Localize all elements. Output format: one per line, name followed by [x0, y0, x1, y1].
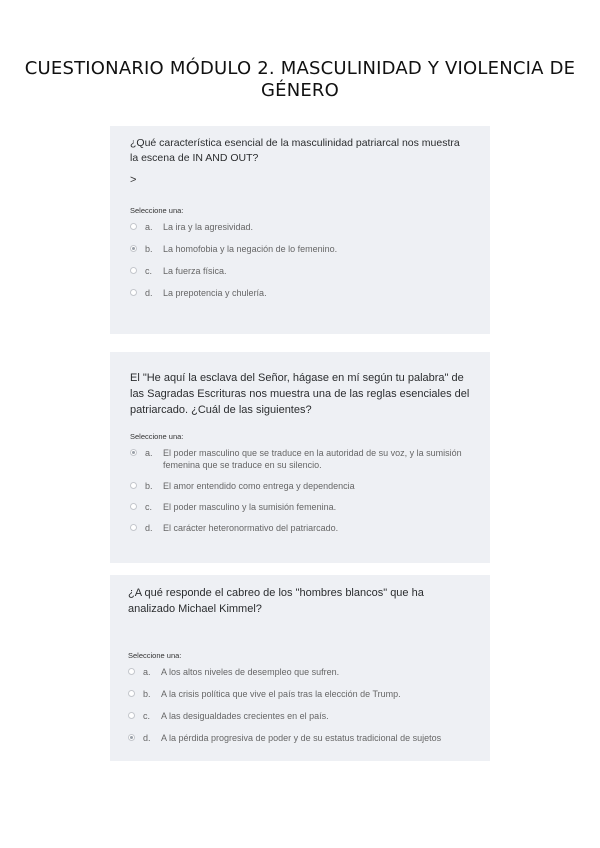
answer-option-d[interactable]: [130, 522, 470, 534]
radio-button[interactable]: [130, 524, 137, 531]
option-text: A la crisis política que vive el país tras la elección de Trump.: [161, 689, 401, 699]
answer-option-c[interactable]: [130, 265, 470, 287]
question-text: ¿A qué responde el cabreo de los "hombres blancos" que ha analizado Michael Kimmel?: [128, 587, 424, 615]
option-text: A la pérdida progresiva de poder y de su estatus tradicional de sujetos: [161, 733, 442, 743]
answer-option-c[interactable]: [128, 710, 472, 732]
option-letter: c.: [145, 266, 153, 276]
option-text: A los altos niveles de desempleo que sufren.: [161, 667, 340, 677]
question-text: ¿Qué característica esencial de la masculinidad patriarcal nos muestra la escena de IN AND OUT?: [130, 137, 460, 164]
answer-option-b[interactable]: [130, 480, 470, 492]
option-text: El amor entendido como entrega y dependencia: [163, 481, 355, 491]
question-extra: >: [130, 174, 137, 186]
option-letter: b.: [143, 689, 151, 699]
radio-button-selected[interactable]: [128, 734, 135, 741]
radio-button[interactable]: [128, 668, 135, 675]
answer-option-d[interactable]: [128, 732, 472, 754]
radio-button[interactable]: [128, 712, 135, 719]
answer-option-a[interactable]: [128, 666, 472, 688]
question-card-1: [110, 126, 490, 334]
option-text: La homofobia y la negación de lo femenino.: [163, 244, 338, 254]
select-label: Seleccione una:: [128, 651, 182, 660]
question-card-2: [110, 352, 490, 563]
radio-button[interactable]: [130, 223, 137, 230]
answer-option-a[interactable]: [130, 447, 470, 471]
option-letter: a.: [145, 448, 153, 458]
option-text: La prepotencia y chulería.: [163, 288, 267, 298]
select-label: Seleccione una:: [130, 206, 184, 215]
option-letter: c.: [143, 711, 151, 721]
option-text: A las desigualdades crecientes en el país.: [161, 711, 329, 721]
option-text: La ira y la agresividad.: [163, 222, 254, 232]
radio-button[interactable]: [130, 503, 137, 510]
answer-option-d[interactable]: [130, 287, 470, 309]
radio-button[interactable]: [130, 289, 137, 296]
question-card-3: [110, 575, 490, 761]
radio-button[interactable]: [130, 267, 137, 274]
option-letter: c.: [145, 502, 153, 512]
option-letter: d.: [145, 288, 153, 298]
option-letter: b.: [145, 481, 153, 491]
option-letter: d.: [145, 523, 153, 533]
answer-option-a[interactable]: [130, 221, 470, 243]
question-text: El "He aquí la esclava del Señor, hágase en mí según tu palabra" de las Sagradas Escrituras nos muestra una de las reglas esenciales del patriarcado. ¿Cuál de las siguientes?: [130, 372, 470, 416]
answer-option-b[interactable]: [128, 688, 472, 710]
option-letter: b.: [145, 244, 153, 254]
option-text: El carácter heteronormativo del patriarcado.: [163, 523, 339, 533]
option-text: El poder masculino y la sumisión femenina.: [163, 502, 337, 512]
radio-button[interactable]: [130, 482, 137, 489]
option-letter: a.: [143, 667, 151, 677]
radio-button[interactable]: [128, 690, 135, 697]
answer-option-b[interactable]: [130, 243, 470, 265]
option-letter: a.: [145, 222, 153, 232]
option-text: El poder masculino que se traduce en la autoridad de su voz, y la sumisión femenina que se traduce en su silencio.: [163, 448, 462, 470]
option-letter: d.: [143, 733, 151, 743]
select-label: Seleccione una:: [130, 432, 184, 441]
answer-option-c[interactable]: [130, 501, 470, 513]
page-title: CUESTIONARIO MÓDULO 2. MASCULINIDAD Y VIOLENCIA DE GÉNERO: [24, 58, 576, 101]
radio-button-selected[interactable]: [130, 449, 137, 456]
radio-button-selected[interactable]: [130, 245, 137, 252]
option-text: La fuerza física.: [163, 266, 227, 276]
